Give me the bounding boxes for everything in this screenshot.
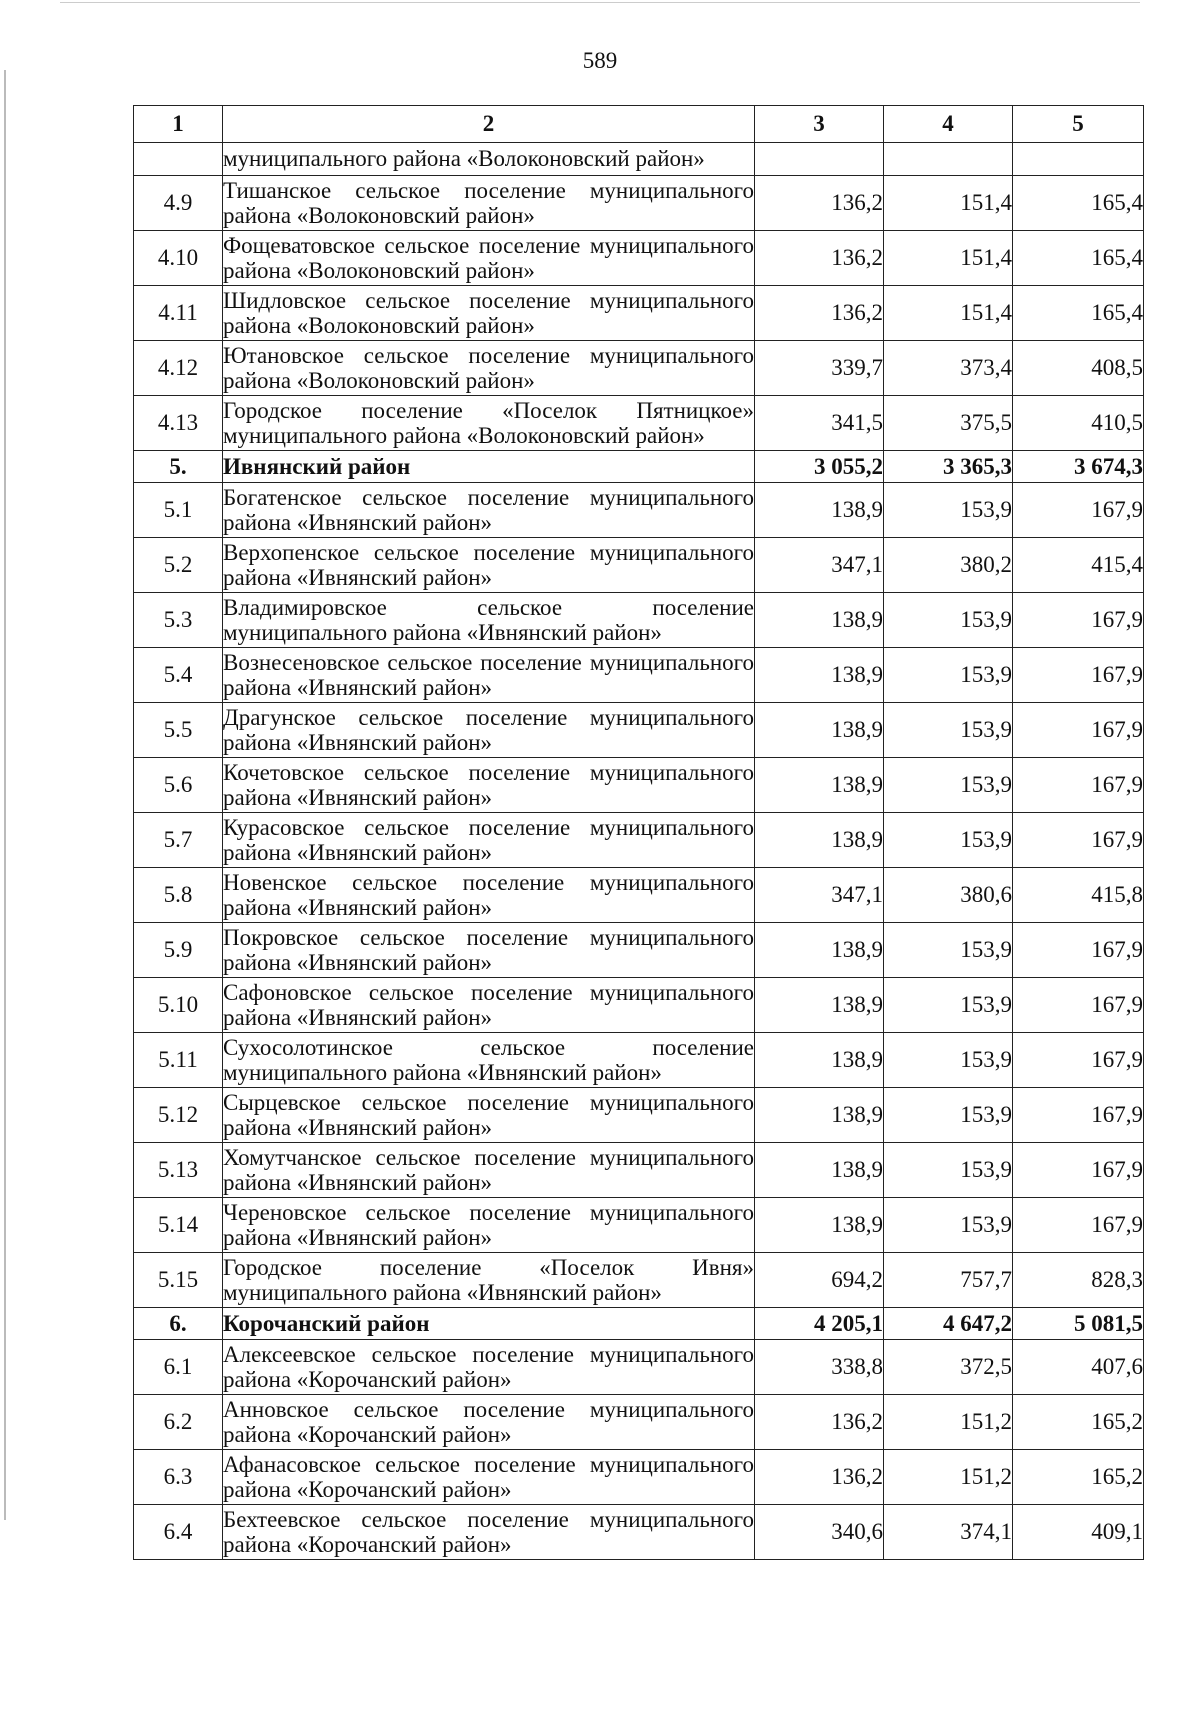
row-description: Богатенское сельское поселение муниципального района «Ивнянский район» xyxy=(223,483,755,538)
value-col-4: 151,2 xyxy=(884,1395,1013,1450)
table-row xyxy=(134,341,1144,396)
row-description: Алексеевское сельское поселение муниципального района «Корочанский район» xyxy=(223,1340,755,1395)
row-description: Сухосолотинское сельское поселение муниципального района «Ивнянский район» xyxy=(223,1033,755,1088)
value-col-3: 694,2 xyxy=(755,1253,884,1308)
value-col-3: 136,2 xyxy=(755,286,884,341)
table-row xyxy=(134,758,1144,813)
row-description: Городское поселение «Поселок Пятницкое» муниципального района «Волоконовский район» xyxy=(223,396,755,451)
value-col-4: 3 365,3 xyxy=(884,451,1013,483)
row-number: 5.9 xyxy=(134,923,223,978)
district-row xyxy=(134,451,1144,483)
value-col-4: 4 647,2 xyxy=(884,1308,1013,1340)
page-number: 589 xyxy=(582,48,618,73)
value-col-5: 409,1 xyxy=(1013,1505,1144,1560)
row-number: 6.4 xyxy=(134,1505,223,1560)
value-col-3: 341,5 xyxy=(755,396,884,451)
table-row xyxy=(134,1033,1144,1088)
continuation-num xyxy=(134,143,223,176)
row-number: 5.13 xyxy=(134,1143,223,1198)
table-row xyxy=(134,813,1144,868)
value-col-5: 167,9 xyxy=(1013,813,1144,868)
row-number: 5.1 xyxy=(134,483,223,538)
row-number: 5.10 xyxy=(134,978,223,1033)
row-description: Анновское сельское поселение муниципального района «Корочанский район» xyxy=(223,1395,755,1450)
row-number: 4.11 xyxy=(134,286,223,341)
value-col-5: 167,9 xyxy=(1013,648,1144,703)
value-col-4: 375,5 xyxy=(884,396,1013,451)
row-description: Фощеватовское сельское поселение муниципального района «Волоконовский район» xyxy=(223,231,755,286)
row-number: 4.10 xyxy=(134,231,223,286)
value-col-3: 138,9 xyxy=(755,758,884,813)
row-number: 5.8 xyxy=(134,868,223,923)
table-row xyxy=(134,648,1144,703)
value-col-3: 340,6 xyxy=(755,1505,884,1560)
table-row xyxy=(134,593,1144,648)
value-col-3: 138,9 xyxy=(755,1033,884,1088)
value-col-3: 136,2 xyxy=(755,1450,884,1505)
row-description: Тишанское сельское поселение муниципального района «Волоконовский район» xyxy=(223,176,755,231)
row-number: 5.7 xyxy=(134,813,223,868)
table-row xyxy=(134,176,1144,231)
value-col-3: 138,9 xyxy=(755,923,884,978)
value-col-3: 138,9 xyxy=(755,593,884,648)
value-col-4: 151,4 xyxy=(884,286,1013,341)
continuation-row xyxy=(134,143,1144,176)
value-col-4: 151,4 xyxy=(884,231,1013,286)
value-col-5: 410,5 xyxy=(1013,396,1144,451)
scan-left-edge xyxy=(4,70,6,1520)
value-col-5: 167,9 xyxy=(1013,1088,1144,1143)
row-description: Шидловское сельское поселение муниципального района «Волоконовский район» xyxy=(223,286,755,341)
row-description: Курасовское сельское поселение муниципального района «Ивнянский район» xyxy=(223,813,755,868)
continuation-c4 xyxy=(884,143,1013,176)
table-row xyxy=(134,1088,1144,1143)
value-col-3: 338,8 xyxy=(755,1340,884,1395)
continuation-c5 xyxy=(1013,143,1144,176)
table-row xyxy=(134,1340,1144,1395)
row-number: 4.13 xyxy=(134,396,223,451)
value-col-5: 165,4 xyxy=(1013,176,1144,231)
value-col-4: 153,9 xyxy=(884,1033,1013,1088)
row-number: 6.3 xyxy=(134,1450,223,1505)
row-description: Афанасовское сельское поселение муниципального района «Корочанский район» xyxy=(223,1450,755,1505)
table-row xyxy=(134,483,1144,538)
row-number: 4.12 xyxy=(134,341,223,396)
row-number: 5.15 xyxy=(134,1253,223,1308)
value-col-4: 153,9 xyxy=(884,758,1013,813)
row-number: 5.11 xyxy=(134,1033,223,1088)
row-number: 5. xyxy=(134,451,223,483)
value-col-5: 415,4 xyxy=(1013,538,1144,593)
value-col-4: 153,9 xyxy=(884,813,1013,868)
value-col-5: 167,9 xyxy=(1013,483,1144,538)
value-col-3: 138,9 xyxy=(755,1143,884,1198)
header-col-4: 4 xyxy=(884,106,1013,143)
table-row xyxy=(134,703,1144,758)
value-col-5: 407,6 xyxy=(1013,1340,1144,1395)
row-number: 4.9 xyxy=(134,176,223,231)
header-col-1: 1 xyxy=(134,106,223,143)
table-row xyxy=(134,1505,1144,1560)
value-col-5: 165,2 xyxy=(1013,1450,1144,1505)
table-row xyxy=(134,1198,1144,1253)
row-description: Новенское сельское поселение муниципального района «Ивнянский район» xyxy=(223,868,755,923)
value-col-3: 347,1 xyxy=(755,868,884,923)
value-col-3: 339,7 xyxy=(755,341,884,396)
value-col-5: 165,2 xyxy=(1013,1395,1144,1450)
value-col-3: 138,9 xyxy=(755,1198,884,1253)
row-description: Бехтеевское сельское поселение муниципального района «Корочанский район» xyxy=(223,1505,755,1560)
value-col-5: 167,9 xyxy=(1013,1198,1144,1253)
value-col-5: 167,9 xyxy=(1013,703,1144,758)
district-row xyxy=(134,1308,1144,1340)
row-number: 5.2 xyxy=(134,538,223,593)
row-number: 5.12 xyxy=(134,1088,223,1143)
value-col-5: 828,3 xyxy=(1013,1253,1144,1308)
row-description: Владимировское сельское поселение муниципального района «Ивнянский район» xyxy=(223,593,755,648)
row-description: Череновское сельское поселение муниципального района «Ивнянский район» xyxy=(223,1198,755,1253)
value-col-4: 153,9 xyxy=(884,978,1013,1033)
value-col-5: 167,9 xyxy=(1013,1033,1144,1088)
row-number: 5.5 xyxy=(134,703,223,758)
value-col-4: 373,4 xyxy=(884,341,1013,396)
table-row xyxy=(134,231,1144,286)
table-row xyxy=(134,978,1144,1033)
value-col-4: 153,9 xyxy=(884,1198,1013,1253)
row-number: 6.1 xyxy=(134,1340,223,1395)
value-col-5: 167,9 xyxy=(1013,978,1144,1033)
value-col-5: 165,4 xyxy=(1013,231,1144,286)
value-col-4: 153,9 xyxy=(884,923,1013,978)
row-number: 5.14 xyxy=(134,1198,223,1253)
value-col-4: 153,9 xyxy=(884,1143,1013,1198)
table-row xyxy=(134,286,1144,341)
scan-top-edge xyxy=(60,2,1140,3)
row-number: 5.3 xyxy=(134,593,223,648)
value-col-4: 153,9 xyxy=(884,593,1013,648)
value-col-3: 347,1 xyxy=(755,538,884,593)
row-description: Кочетовское сельское поселение муниципального района «Ивнянский район» xyxy=(223,758,755,813)
value-col-4: 153,9 xyxy=(884,648,1013,703)
row-description: Хомутчанское сельское поселение муниципального района «Ивнянский район» xyxy=(223,1143,755,1198)
row-number: 6. xyxy=(134,1308,223,1340)
value-col-3: 3 055,2 xyxy=(755,451,884,483)
value-col-4: 372,5 xyxy=(884,1340,1013,1395)
budget-table xyxy=(133,105,1144,1560)
row-description: Вознесеновское сельское поселение муниципального района «Ивнянский район» xyxy=(223,648,755,703)
row-description: Ютановское сельское поселение муниципального района «Волоконовский район» xyxy=(223,341,755,396)
continuation-text: муниципального района «Волоконовский район» xyxy=(223,143,755,176)
row-description: Ивнянский район xyxy=(223,451,755,483)
row-description: Драгунское сельское поселение муниципального района «Ивнянский район» xyxy=(223,703,755,758)
value-col-3: 136,2 xyxy=(755,1395,884,1450)
value-col-4: 153,9 xyxy=(884,703,1013,758)
row-number: 5.6 xyxy=(134,758,223,813)
value-col-4: 151,4 xyxy=(884,176,1013,231)
value-col-4: 380,6 xyxy=(884,868,1013,923)
header-row xyxy=(134,106,1144,143)
value-col-5: 167,9 xyxy=(1013,923,1144,978)
value-col-3: 138,9 xyxy=(755,703,884,758)
value-col-3: 138,9 xyxy=(755,978,884,1033)
table-row xyxy=(134,1253,1144,1308)
row-description: Корочанский район xyxy=(223,1308,755,1340)
header-col-5: 5 xyxy=(1013,106,1144,143)
value-col-5: 3 674,3 xyxy=(1013,451,1144,483)
value-col-3: 136,2 xyxy=(755,231,884,286)
row-description: Покровское сельское поселение муниципального района «Ивнянский район» xyxy=(223,923,755,978)
value-col-3: 4 205,1 xyxy=(755,1308,884,1340)
value-col-3: 136,2 xyxy=(755,176,884,231)
value-col-3: 138,9 xyxy=(755,1088,884,1143)
header-col-3: 3 xyxy=(755,106,884,143)
value-col-4: 153,9 xyxy=(884,1088,1013,1143)
value-col-3: 138,9 xyxy=(755,648,884,703)
value-col-3: 138,9 xyxy=(755,813,884,868)
value-col-4: 151,2 xyxy=(884,1450,1013,1505)
row-description: Сафоновское сельское поселение муниципального района «Ивнянский район» xyxy=(223,978,755,1033)
value-col-4: 757,7 xyxy=(884,1253,1013,1308)
row-description: Верхопенское сельское поселение муниципального района «Ивнянский район» xyxy=(223,538,755,593)
row-description: Городское поселение «Поселок Ивня» муниципального района «Ивнянский район» xyxy=(223,1253,755,1308)
table-row xyxy=(134,1143,1144,1198)
table-body xyxy=(134,143,1144,1560)
row-description: Сырцевское сельское поселение муниципального района «Ивнянский район» xyxy=(223,1088,755,1143)
value-col-3: 138,9 xyxy=(755,483,884,538)
table-row xyxy=(134,538,1144,593)
value-col-5: 415,8 xyxy=(1013,868,1144,923)
value-col-5: 408,5 xyxy=(1013,341,1144,396)
header-col-2: 2 xyxy=(223,106,755,143)
value-col-5: 167,9 xyxy=(1013,593,1144,648)
table-row xyxy=(134,923,1144,978)
table-row xyxy=(134,1450,1144,1505)
value-col-4: 153,9 xyxy=(884,483,1013,538)
row-number: 6.2 xyxy=(134,1395,223,1450)
value-col-4: 374,1 xyxy=(884,1505,1013,1560)
table-row xyxy=(134,396,1144,451)
value-col-5: 5 081,5 xyxy=(1013,1308,1144,1340)
continuation-c3 xyxy=(755,143,884,176)
table-row xyxy=(134,868,1144,923)
value-col-5: 165,4 xyxy=(1013,286,1144,341)
table-row xyxy=(134,1395,1144,1450)
value-col-5: 167,9 xyxy=(1013,1143,1144,1198)
value-col-5: 167,9 xyxy=(1013,758,1144,813)
row-number: 5.4 xyxy=(134,648,223,703)
value-col-4: 380,2 xyxy=(884,538,1013,593)
